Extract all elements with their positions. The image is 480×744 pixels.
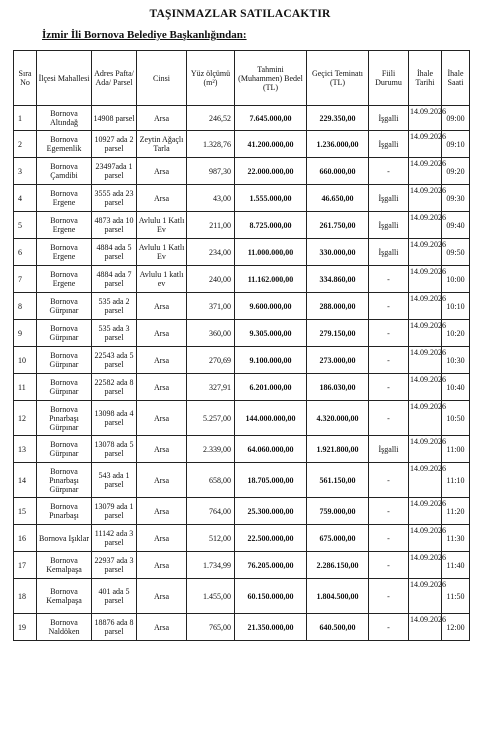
cell-status: İşgalli	[369, 106, 409, 131]
cell-time: 12:00	[442, 614, 470, 641]
table-row	[14, 374, 470, 401]
cell-status: -	[369, 552, 409, 579]
cell-district: Bornova Kemalpaşa	[37, 552, 92, 579]
cell-parcel: 4884 ada 5 parsel	[92, 239, 137, 266]
cell-parcel: 18876 ada 8 parsel	[92, 614, 137, 641]
cell-date: 14.09.2026	[409, 347, 442, 374]
cell-area: 1.734,99	[187, 552, 235, 579]
cell-time: 11:20	[442, 498, 470, 525]
cell-status: -	[369, 463, 409, 498]
header-parcel: Adres Pafta/ Ada/ Parsel	[92, 51, 137, 106]
cell-area: 270,69	[187, 347, 235, 374]
cell-district: Bornova Ergene	[37, 266, 92, 293]
cell-estimate: 9.305.000,00	[235, 320, 307, 347]
cell-area: 658,00	[187, 463, 235, 498]
cell-district: Bornova Gürpınar	[37, 320, 92, 347]
cell-status: -	[369, 347, 409, 374]
cell-type: Arsa	[137, 185, 187, 212]
cell-date: 14.09.2026	[409, 293, 442, 320]
cell-date: 14.09.2026	[409, 463, 442, 498]
cell-date: 14.09.2026	[409, 266, 442, 293]
cell-type: Arsa	[137, 552, 187, 579]
cell-guarantee: 186.030,00	[307, 374, 369, 401]
cell-guarantee: 1.236.000,00	[307, 131, 369, 158]
header-area: Yüz ölçümü (m²)	[187, 51, 235, 106]
cell-district: Bornova Gürpınar	[37, 374, 92, 401]
cell-status: -	[369, 498, 409, 525]
cell-guarantee: 660.000,00	[307, 158, 369, 185]
table-header-row	[14, 51, 470, 106]
cell-parcel: 3555 ada 23 parsel	[92, 185, 137, 212]
table-row	[14, 552, 470, 579]
cell-district: Bornova Çamdibi	[37, 158, 92, 185]
cell-date: 14.09.2026	[409, 525, 442, 552]
cell-guarantee: 46.650,00	[307, 185, 369, 212]
cell-no: 18	[14, 579, 37, 614]
cell-area: 764,00	[187, 498, 235, 525]
cell-area: 5.257,00	[187, 401, 235, 436]
cell-no: 13	[14, 436, 37, 463]
cell-district: Bornova Pınarbaşı Gürpınar	[37, 401, 92, 436]
cell-status: İşgalli	[369, 436, 409, 463]
cell-time: 10:10	[442, 293, 470, 320]
cell-area: 234,00	[187, 239, 235, 266]
cell-estimate: 7.645.000,00	[235, 106, 307, 131]
cell-time: 11:00	[442, 436, 470, 463]
table-row	[14, 106, 470, 131]
table-body	[14, 106, 470, 641]
cell-time: 10:30	[442, 347, 470, 374]
table-row	[14, 401, 470, 436]
cell-date: 14.09.2026	[409, 212, 442, 239]
cell-time: 10:20	[442, 320, 470, 347]
cell-district: Bornova Gürpınar	[37, 293, 92, 320]
cell-area: 211,00	[187, 212, 235, 239]
cell-estimate: 22.500.000,00	[235, 525, 307, 552]
header-guarantee: Geçici Teminatı (TL)	[307, 51, 369, 106]
cell-district: Bornova Kemalpaşa	[37, 579, 92, 614]
cell-district: Bornova Altındağ	[37, 106, 92, 131]
cell-district: Bornova Işıklar	[37, 525, 92, 552]
cell-parcel: 22543 ada 5 parsel	[92, 347, 137, 374]
cell-guarantee: 561.150,00	[307, 463, 369, 498]
cell-no: 10	[14, 347, 37, 374]
cell-guarantee: 675.000,00	[307, 525, 369, 552]
cell-date: 14.09.2026	[409, 552, 442, 579]
cell-estimate: 21.350.000,00	[235, 614, 307, 641]
table-row	[14, 525, 470, 552]
cell-guarantee: 4.320.000,00	[307, 401, 369, 436]
cell-date: 14.09.2026	[409, 131, 442, 158]
cell-type: Arsa	[137, 374, 187, 401]
cell-district: Bornova Pınarbaşı Gürpınar	[37, 463, 92, 498]
cell-type: Arsa	[137, 320, 187, 347]
cell-no: 9	[14, 320, 37, 347]
cell-area: 246,52	[187, 106, 235, 131]
cell-type: Arsa	[137, 401, 187, 436]
cell-area: 360,00	[187, 320, 235, 347]
cell-no: 1	[14, 106, 37, 131]
cell-parcel: 535 ada 2 parsel	[92, 293, 137, 320]
cell-type: Avlulu 1 Katlı Ev	[137, 239, 187, 266]
cell-status: İşgalli	[369, 239, 409, 266]
cell-date: 14.09.2026	[409, 498, 442, 525]
cell-parcel: 14908 parsel	[92, 106, 137, 131]
cell-no: 12	[14, 401, 37, 436]
cell-no: 19	[14, 614, 37, 641]
cell-type: Arsa	[137, 463, 187, 498]
cell-date: 14.09.2026	[409, 401, 442, 436]
cell-status: -	[369, 401, 409, 436]
table-row	[14, 436, 470, 463]
table-row	[14, 131, 470, 158]
cell-guarantee: 273.000,00	[307, 347, 369, 374]
cell-date: 14.09.2026	[409, 158, 442, 185]
cell-area: 987,30	[187, 158, 235, 185]
cell-estimate: 9.100.000,00	[235, 347, 307, 374]
cell-area: 240,00	[187, 266, 235, 293]
cell-status: -	[369, 374, 409, 401]
cell-guarantee: 334.860,00	[307, 266, 369, 293]
header-status: Fiili Durumu	[369, 51, 409, 106]
table-row	[14, 498, 470, 525]
cell-guarantee: 759.000,00	[307, 498, 369, 525]
cell-estimate: 41.200.000,00	[235, 131, 307, 158]
table-row	[14, 579, 470, 614]
cell-type: Avlulu 1 katlı ev	[137, 266, 187, 293]
cell-district: Bornova Ergene	[37, 185, 92, 212]
cell-district: Bornova Ergene	[37, 239, 92, 266]
cell-district: Bornova Naldöken	[37, 614, 92, 641]
header-type: Cinsi	[137, 51, 187, 106]
cell-status: İşgalli	[369, 212, 409, 239]
cell-parcel: 22937 ada 3 parsel	[92, 552, 137, 579]
cell-parcel: 23497ada 1 parsel	[92, 158, 137, 185]
cell-date: 14.09.2026	[409, 106, 442, 131]
cell-status: İşgalli	[369, 131, 409, 158]
cell-area: 327,91	[187, 374, 235, 401]
table-row	[14, 347, 470, 374]
cell-no: 17	[14, 552, 37, 579]
cell-parcel: 10927 ada 2 parsel	[92, 131, 137, 158]
cell-type: Arsa	[137, 614, 187, 641]
cell-area: 371,00	[187, 293, 235, 320]
cell-parcel: 13078 ada 5 parsel	[92, 436, 137, 463]
cell-time: 11:10	[442, 463, 470, 498]
cell-estimate: 18.705.000,00	[235, 463, 307, 498]
cell-area: 43,00	[187, 185, 235, 212]
cell-time: 09:40	[442, 212, 470, 239]
cell-no: 5	[14, 212, 37, 239]
table-row	[14, 293, 470, 320]
cell-date: 14.09.2026	[409, 374, 442, 401]
cell-time: 09:50	[442, 239, 470, 266]
table-row	[14, 614, 470, 641]
cell-no: 2	[14, 131, 37, 158]
cell-no: 14	[14, 463, 37, 498]
cell-guarantee: 2.286.150,00	[307, 552, 369, 579]
cell-estimate: 60.150.000,00	[235, 579, 307, 614]
cell-estimate: 11.000.000,00	[235, 239, 307, 266]
cell-type: Arsa	[137, 436, 187, 463]
cell-guarantee: 279.150,00	[307, 320, 369, 347]
cell-estimate: 1.555.000,00	[235, 185, 307, 212]
cell-parcel: 4884 ada 7 parsel	[92, 266, 137, 293]
cell-type: Arsa	[137, 347, 187, 374]
cell-parcel: 11142 ada 3 parsel	[92, 525, 137, 552]
cell-no: 8	[14, 293, 37, 320]
cell-district: Bornova Ergene	[37, 212, 92, 239]
cell-parcel: 4873 ada 10 parsel	[92, 212, 137, 239]
document-subtitle: İzmir İli Bornova Belediye Başkanlığından:	[42, 29, 247, 41]
cell-status: -	[369, 320, 409, 347]
cell-no: 16	[14, 525, 37, 552]
cell-date: 14.09.2026	[409, 185, 442, 212]
cell-time: 10:40	[442, 374, 470, 401]
cell-area: 765,00	[187, 614, 235, 641]
cell-no: 4	[14, 185, 37, 212]
cell-type: Avlulu 1 Katlı Ev	[137, 212, 187, 239]
cell-district: Bornova Pınarbaşı	[37, 498, 92, 525]
cell-guarantee: 229.350,00	[307, 106, 369, 131]
table-row	[14, 266, 470, 293]
cell-status: -	[369, 158, 409, 185]
cell-time: 11:30	[442, 525, 470, 552]
cell-no: 11	[14, 374, 37, 401]
cell-time: 09:10	[442, 131, 470, 158]
cell-time: 10:50	[442, 401, 470, 436]
header-district: İlçesi Mahallesi	[37, 51, 92, 106]
cell-estimate: 6.201.000,00	[235, 374, 307, 401]
cell-status: -	[369, 579, 409, 614]
cell-date: 14.09.2026	[409, 579, 442, 614]
cell-date: 14.09.2026	[409, 436, 442, 463]
cell-date: 14.09.2026	[409, 239, 442, 266]
cell-area: 1.455,00	[187, 579, 235, 614]
cell-guarantee: 288.000,00	[307, 293, 369, 320]
cell-guarantee: 330.000,00	[307, 239, 369, 266]
cell-parcel: 13079 ada 1 parsel	[92, 498, 137, 525]
cell-area: 1.328,76	[187, 131, 235, 158]
table-row	[14, 212, 470, 239]
cell-parcel: 13098 ada 4 parsel	[92, 401, 137, 436]
cell-time: 09:00	[442, 106, 470, 131]
cell-guarantee: 261.750,00	[307, 212, 369, 239]
cell-district: Bornova Gürpınar	[37, 436, 92, 463]
cell-area: 2.339,00	[187, 436, 235, 463]
cell-guarantee: 640.500,00	[307, 614, 369, 641]
document-title: TAŞINMAZLAR SATILACAKTIR	[149, 8, 331, 20]
property-sale-table	[13, 50, 470, 641]
cell-parcel: 22582 ada 8 parsel	[92, 374, 137, 401]
cell-type: Arsa	[137, 293, 187, 320]
header-date: İhale Tarihi	[409, 51, 442, 106]
cell-type: Arsa	[137, 579, 187, 614]
table-row	[14, 320, 470, 347]
cell-status: -	[369, 293, 409, 320]
cell-parcel: 543 ada 1 parsel	[92, 463, 137, 498]
cell-district: Bornova Gürpınar	[37, 347, 92, 374]
cell-time: 11:40	[442, 552, 470, 579]
cell-estimate: 25.300.000,00	[235, 498, 307, 525]
cell-time: 09:20	[442, 158, 470, 185]
table-row	[14, 463, 470, 498]
header-estimate: Tahmini (Muhammen) Bedel (TL)	[235, 51, 307, 106]
cell-no: 3	[14, 158, 37, 185]
cell-status: İşgalli	[369, 185, 409, 212]
header-time: İhale Saati	[442, 51, 470, 106]
table-row	[14, 158, 470, 185]
cell-estimate: 144.000.000,00	[235, 401, 307, 436]
cell-parcel: 535 ada 3 parsel	[92, 320, 137, 347]
cell-district: Bornova Egemenlik	[37, 131, 92, 158]
table-row	[14, 185, 470, 212]
cell-type: Arsa	[137, 106, 187, 131]
cell-date: 14.09.2026	[409, 320, 442, 347]
cell-status: -	[369, 266, 409, 293]
cell-type: Zeytin Ağaçlı Tarla	[137, 131, 187, 158]
cell-estimate: 8.725.000,00	[235, 212, 307, 239]
cell-type: Arsa	[137, 525, 187, 552]
cell-guarantee: 1.804.500,00	[307, 579, 369, 614]
cell-type: Arsa	[137, 158, 187, 185]
cell-status: -	[369, 614, 409, 641]
cell-time: 09:30	[442, 185, 470, 212]
cell-estimate: 76.205.000,00	[235, 552, 307, 579]
cell-estimate: 9.600.000,00	[235, 293, 307, 320]
cell-time: 10:00	[442, 266, 470, 293]
table-row	[14, 239, 470, 266]
header-no: Sıra No	[14, 51, 37, 106]
cell-time: 11:50	[442, 579, 470, 614]
cell-estimate: 64.060.000,00	[235, 436, 307, 463]
cell-no: 7	[14, 266, 37, 293]
cell-status: -	[369, 525, 409, 552]
cell-area: 512,00	[187, 525, 235, 552]
cell-parcel: 401 ada 5 parsel	[92, 579, 137, 614]
cell-type: Arsa	[137, 498, 187, 525]
cell-guarantee: 1.921.800,00	[307, 436, 369, 463]
cell-estimate: 22.000.000,00	[235, 158, 307, 185]
cell-no: 15	[14, 498, 37, 525]
cell-no: 6	[14, 239, 37, 266]
cell-date: 14.09.2026	[409, 614, 442, 641]
cell-estimate: 11.162.000,00	[235, 266, 307, 293]
